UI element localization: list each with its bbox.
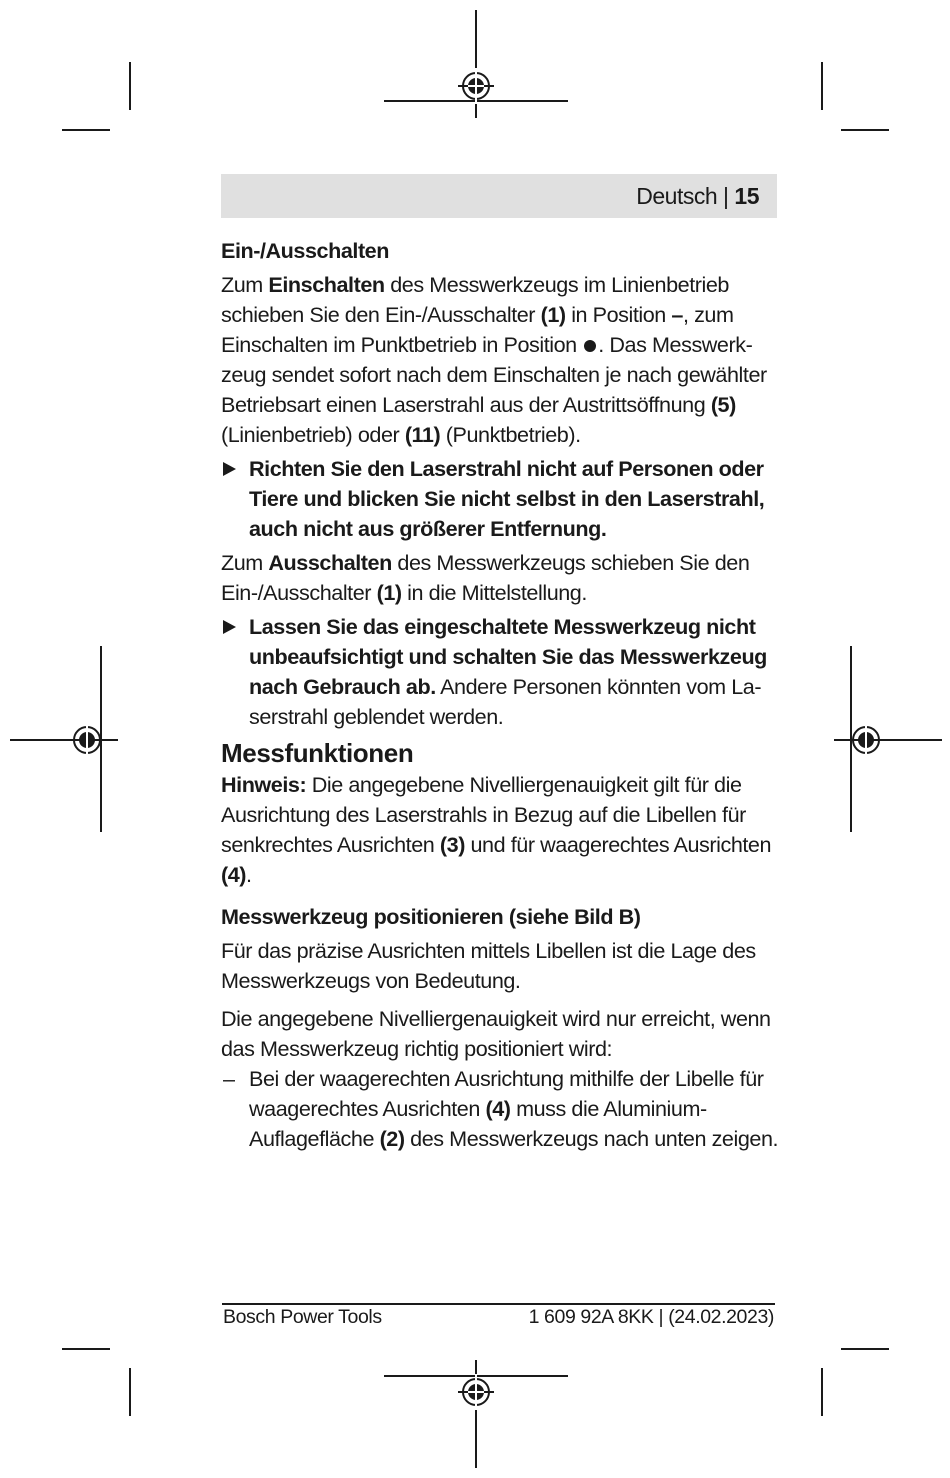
footer-rule [222,1303,775,1305]
paragraph-note: Hinweis: Die angegebene Nivelliergenauigkeit gilt für die Ausrichtung des Laserstrahls in Bezug auf die Libellen für senkrechtes Ausrichten (3) und für waagerechtes Ausrichten (4). [221,772,772,887]
point-mode-symbol-icon [584,340,596,352]
page-header [221,174,777,218]
paragraph-switch-off: Zum Ausschalten des Messwerkzeugs schieben Sie den Ein-/Ausschalter (1) in die Mittelstellung. [221,550,750,605]
footer-brand: Bosch Power Tools [223,1306,382,1328]
header-label [636,183,759,210]
header-separator: | [723,183,729,209]
crop-mark [821,62,823,110]
crop-mark [129,62,131,110]
page-content [221,236,781,1154]
page-number: 15 [734,183,759,209]
warning-item [221,612,781,732]
crop-mark [821,1368,823,1416]
footer-document-id: 1 609 92A 8KK | (24.02.2023) [528,1306,774,1328]
crop-mark [62,129,110,131]
warning-triangle-icon [223,462,236,476]
crop-mark [62,1348,110,1350]
section-title: Messfunktionen [221,738,414,768]
paragraph: Für das präzise Ausrichten mittels Libellen ist die Lage des Messwerkzeugs von Bedeutung. [221,938,756,993]
warning-triangle-icon [223,620,236,634]
warning-text: Richten Sie den Laserstrahl nicht auf Personen oder Tiere und blicken Sie nicht selbst in den Laserstrahl, auch nicht aus größerer Entfernung. [249,456,765,541]
warning-text-bold: Lassen Sie das eingeschaltete Messwerkzeug nicht unbeaufsichtigt und schalten Sie das Messwerkzeug nach Gebrauch ab. [249,614,767,699]
warning-item [221,454,781,544]
crop-mark [841,1348,889,1350]
crop-mark [841,129,889,131]
registration-mark-icon [458,68,494,104]
crop-mark [129,1368,131,1416]
registration-mark-icon [69,722,105,758]
registration-mark-icon [458,1374,494,1410]
subsection-title: Ein-/Ausschalten [221,238,389,263]
registration-mark-icon [848,722,884,758]
header-language: Deutsch [636,183,718,209]
list-marker: – [223,1066,235,1091]
paragraph: Die angegebene Nivelliergenauigkeit wird nur erreicht, wenn das Messwerkzeug richtig positioniert wird: [221,1006,771,1061]
list-item: – Bei der waagerechten Ausrichtung mithilfe der Libelle für waagerechtes Ausrichten (4) muss die Aluminium-Auflagefläche (2) des Messwerkzeugs nach unten zeigen. [223,1066,779,1151]
paragraph-switch-on: Zum Einschalten des Messwerkzeugs im Linienbetrieb schieben Sie den Ein-/Ausschalter (1) in Position –, zum Einschalten im Punktbetrieb in Position . Das Messwerkzeug sendet sofort nach dem Einschalten je nach gewählter Betriebsart einen Laserstrahl aus der Austrittsöffnung (5) (Linienbetrieb) oder (11) (Punktbetrieb). [221,272,767,447]
subsection-title: Messwerkzeug positionieren (siehe Bild B) [221,904,641,929]
warning-text: Andere Personen könnten vom Laserstrahl geblendet werden. [249,674,762,729]
